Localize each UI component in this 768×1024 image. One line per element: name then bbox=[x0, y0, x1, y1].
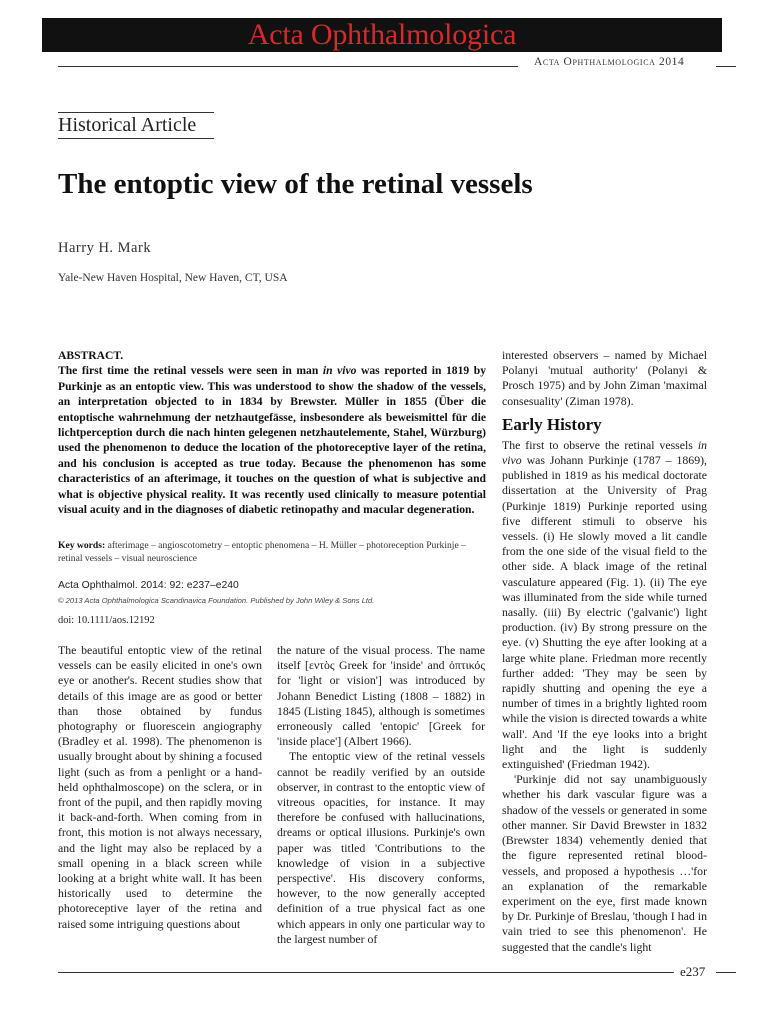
section-label: Historical Article bbox=[58, 114, 197, 136]
author-name: Harry H. Mark bbox=[58, 240, 152, 256]
body-paragraph: interested observers – named by Michael Polanyi 'mutual authority' (Polanyi & Prosch 1975) and by John Ziman 'maximal consesuality' (Ziman 1978). bbox=[502, 348, 707, 408]
abstract-text-italic: in vivo bbox=[322, 364, 357, 378]
abstract bbox=[58, 348, 486, 517]
keywords bbox=[58, 539, 486, 565]
keywords-list: afterimage – angioscotometry – entoptic phenomena – H. Müller – photoreception Purkinje – retinal vessels – visual neuroscience bbox=[58, 540, 466, 564]
body-paragraph: The beautiful entoptic view of the retinal vessels can be easily elicited in one's own eye or another's. Recent studies show that details of this image are as good or better than those obtained by fundus photography or fluorescein angiography (Bradley et al. 1998). The phenomenon is usually brought about by shining a focused light (such as from a penlight or a hand-held ophthalmoscope) on the sclera, or in front of the pupil, and then rapidly moving it back-and-forth. When coming from in front, this motion is not always necessary, and the light may also be replaced by a small opening in a black screen while looking at a bright white wall. It has been historically used to determine the photoreceptive layer of the retina and raised some intriguing questions about bbox=[58, 643, 262, 931]
header-rule bbox=[58, 66, 518, 67]
body-column-2 bbox=[277, 643, 485, 947]
page-number: e237 bbox=[680, 964, 706, 979]
abstract-text-2: was reported in 1819 by Purkinje as an entoptic view. This was understood to show the shadow of the vessels, an interpretation objected to in 1834 by Brewster. Müller in 1855 (Über die entoptische wahrnehmung der netzhautgefässe, insbesondere als beweismittel für die lichtperception durch die nach hinten gelegenen netzhautelemente, Stahel, Würzburg) used the phenomenon to deduce the location of the photoreceptive layer of the retina, and his conclusion is accepted as true today. Because the phenomenon has some characteristics of an afterimage, it touches on the question of what is subjective and what is objective physical reality. It was recently used clinically to measure potential visual acuity and in the diagnoses of diabetic retinopathy and macular degeneration. bbox=[58, 364, 486, 517]
author-affiliation: Yale-New Haven Hospital, New Haven, CT, USA bbox=[58, 272, 288, 284]
journal-name: Acta Ophthalmologica bbox=[247, 18, 517, 51]
section-heading-early-history: Early History bbox=[502, 414, 602, 434]
footer-rule bbox=[58, 972, 674, 973]
body-text: was Johann Purkinje (1787 – 1869), published in 1819 as his medical doctorate dissertation at the University of Prag (Purkinje 1819) Purkinje reported using five different stimuli to observe his vessels. (i) He slowly moved a lit candle from the one side of the visual field to the other side. A black image of the retinal vasculature appeared (Fig. 1). (ii) The eye was illuminated from the side while turned nasally. (iii) By electric ('galvanic') light production. (iv) By strong pressure on the eye. (v) Shutting the eye after looking at a large white plane. Friedman more recently further added: 'They may be seen by rapidly shutting and opening the eye a number of times in a brightly lighted room while the vision is directed towards a white wall'. And 'If the eye looks into a bright light and the light is suddenly extinguished' (Friedman 1942). bbox=[502, 453, 707, 772]
keywords-label: Key words: bbox=[58, 540, 106, 551]
journal-reference: Acta Ophthalmol. 2014: 92: e237–e240 bbox=[58, 580, 239, 591]
section-rule-top bbox=[58, 112, 214, 113]
body-paragraph bbox=[502, 438, 707, 772]
body-column-3 bbox=[502, 348, 707, 955]
running-head: Acta Ophthalmologica 2014 bbox=[534, 56, 685, 68]
header-rule-end bbox=[716, 66, 736, 67]
article-title: The entoptic view of the retinal vessels bbox=[58, 168, 533, 200]
abstract-text-1: The first time the retinal vessels were seen in man bbox=[58, 364, 323, 378]
section-rule-bottom bbox=[58, 138, 214, 139]
body-text-italic: in vivo bbox=[502, 437, 707, 468]
footer-rule-end bbox=[716, 972, 736, 973]
copyright-notice: © 2013 Acta Ophthalmologica Scandinavica Foundation. Published by John Wiley & Sons Ltd. bbox=[58, 596, 375, 605]
body-text: The first to observe the retinal vessels bbox=[502, 437, 698, 452]
body-column-1 bbox=[58, 643, 262, 932]
journal-banner bbox=[42, 18, 722, 52]
body-paragraph: the nature of the visual process. The name itself [εντὸς Greek for 'inside' and ὀπτικός for 'light or vision'] was introduced by Johann Benedict Listing (1808 – 1882) in 1845 (Listing 1845), although is sometimes erroneously called 'entopic' [Greek for 'inside place'] (Albert 1966). bbox=[277, 643, 485, 749]
doi-link[interactable]: doi: 10.1111/aos.12192 bbox=[58, 615, 155, 626]
body-paragraph: The entoptic view of the retinal vessels cannot be readily verified by an outside observer, in contrast to the entoptic view of vitreous opacities, for instance. It may therefore be confused with hallucinations, dreams or optical illusions. Purkinje's own paper was titled 'Contributions to the knowledge of vision in a subjective perspective'. His discovery conforms, however, to the now generally accepted definition of a true physical fact as one which appears in only one particular way to the largest number of bbox=[277, 749, 485, 946]
body-paragraph: 'Purkinje did not say unambiguously whether his dark vascular figure was a shadow of the vessels or generated in some other manner. Sir David Brewster in 1832 (Brewster 1834) vehemently denied that the figure represented retinal blood-vessels, and proposed a hypothesis …'for an explanation of the remarkable experiment on the eye, first made known by Dr. Purkinje of Breslau, 'though I had in vain tried to see this phenomenon'. He suggested that the candle's light bbox=[502, 772, 707, 954]
abstract-heading: ABSTRACT. bbox=[58, 349, 124, 362]
